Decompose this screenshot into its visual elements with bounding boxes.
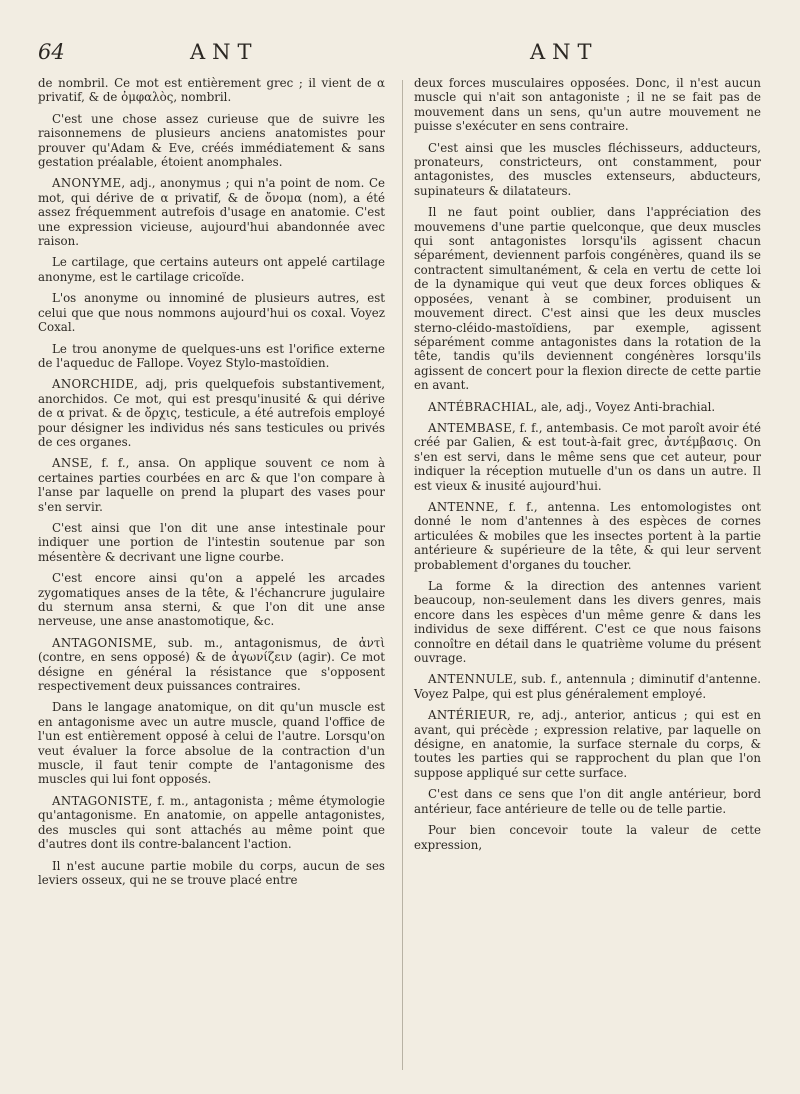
paragraph: Le trou anonyme de quelques-uns est l'orifice externe de l'aqueduc de Fallope. Voyez Stylo-mastoïdien. (38, 341, 385, 370)
left-column (38, 76, 385, 894)
paragraph: Le cartilage, que certains auteurs ont appelé cartilage anonyme, est le cartilage cricoïde. (38, 255, 385, 284)
definition: , f. m., antagonista ; même étymologie qu'antagonisme. En anatomie, on appelle antagonistes, des muscles qui sont attachés au même point que d'autres dont ils contre-balancent l'action. (38, 793, 385, 852)
paragraph: C'est ainsi que les muscles fléchisseurs, adducteurs, pronateurs, constricteurs, ont constamment, pour antagonistes, des muscles extenseurs, abducteurs, supinateurs & dilatateurs. (414, 140, 761, 198)
column-divider (402, 80, 403, 1070)
headword: ANTÉRIEUR (428, 708, 507, 723)
paragraph: de nombril. Ce mot est entièrement grec ; il vient de α privatif, & de ὀμφαλὸς, nombril. (38, 76, 385, 105)
entry-antenne (414, 500, 761, 572)
definition: , f. f., antenna. Les entomologistes ont donné le nom d'antennes à des espèces de cornes articulées & mobiles que les insectes portent à la partie antérieure & supérieure de la tête, & qui leur servent probablement d'organes du toucher. (414, 499, 761, 572)
headword: ANSE (52, 456, 89, 471)
headword: ANTAGONISTE (52, 793, 149, 808)
definition: , f. f., antembasis. Ce mot paroît avoir été créé par Galien, & est tout-à-fait grec, ἀντέμβασις. On s'en est servi, dans le même sens que cet auteur, pour indiquer la réception mutuelle d'un os dans un autre. Il est vieux & inusité aujourd'hui. (414, 420, 761, 493)
paragraph: deux forces musculaires opposées. Donc, il n'est aucun muscle qui n'ait son antagoniste ; il ne se fait pas de mouvement dans un sens, qu'un autre mouvement ne puisse s'exécuter en sens contraire. (414, 76, 761, 134)
paragraph: L'os anonyme ou innominé de plusieurs autres, est celui que que nous nommons aujourd'hui os coxal. Voyez Coxal. (38, 291, 385, 335)
page-header (0, 40, 800, 68)
definition: , re, adj., anterior, anticus ; qui est en avant, qui précède ; expression relative, par laquelle on désigne, en anatomie, la surface sternale du corps, & toutes les parties qui se rapprochent du plan que l'on suppose appliqué sur cette surface. (414, 708, 761, 780)
definition: , sub. m., antagonismus, de ἀντὶ (contre, en sens opposé) & de ἀγωνίζειν (agir). Ce mot désigne en général la résistance que s'opposent respectivement deux puissances contraires. (38, 635, 385, 694)
paragraph: C'est une chose assez curieuse que de suivre les raisonnemens de plusieurs anciens anatomistes pour prouver qu'Adam & Eve, créés immédiatement & sans gestation préalable, étoient anomphales. (38, 111, 385, 170)
entry-anterieur (414, 708, 761, 780)
running-head-right: ANT (530, 40, 599, 64)
headword: ANORCHIDE (52, 377, 135, 392)
definition: , sub. f., antennula ; diminutif d'antenne. Voyez Palpe, qui est plus généralement employé. (414, 672, 761, 701)
headword: ANTAGONISME (52, 635, 153, 650)
right-column (414, 76, 761, 859)
entry-anonyme (38, 176, 385, 248)
entry-anse (38, 456, 385, 514)
headword: ANONYME (52, 176, 122, 191)
paragraph: La forme & la direction des antennes varient beaucoup, non-seulement dans les divers genres, mais encore dans les espèces d'un même genre & dans les individus de sexe différent. C'est ce que nous faisons connoître en détail dans le quatrième volume du présent ouvrage. (414, 579, 761, 666)
headword: ANTÉBRACHIAL (428, 399, 534, 414)
running-head-left: ANT (190, 40, 259, 64)
entry-antebrachial (414, 400, 761, 414)
paragraph: C'est ainsi que l'on dit une anse intestinale pour indiquer une portion de l'intestin soutenue par son mésentère & decrivant une ligne courbe. (38, 520, 385, 564)
definition: , f. f., ansa. On applique souvent ce nom à certaines parties courbées en arc & que l'on compare à l'anse par laquelle on prend la plupart des vases pour s'en servir. (38, 456, 385, 514)
headword: ANTEMBASE (428, 420, 512, 435)
paragraph: Il n'est aucune partie mobile du corps, aucun de ses leviers osseux, qui ne se trouve placé entre (38, 858, 385, 887)
headword: ANTENNULE (428, 672, 514, 687)
paragraph: Pour bien concevoir toute la valeur de cette expression, (414, 823, 761, 852)
definition: , adj, pris quelquefois substantivement, anorchidos. Ce mot, qui est presqu'inusité & qui dérive de α privat. & de ὄρχις, testicule, a été autrefois employé pour désigner les individus nés sans testicules ou privés de ces organes. (38, 377, 385, 449)
definition: , ale, adj., Voyez Anti-brachial. (533, 399, 716, 414)
paragraph: C'est encore ainsi qu'on a appelé les arcades zygomatiques anses de la tête, & l'échancrure jugulaire du sternum ansa sterni, & que l'on dit une anse nerveuse, une anse anastomotique, &c. (38, 571, 385, 629)
entry-antembase (414, 421, 761, 493)
headword: ANTENNE (428, 499, 495, 514)
paragraph: Il ne faut point oublier, dans l'appréciation des mouvemens d'une partie quelconque, que deux muscles qui sont antagonistes lorsqu'ils agissent chacun séparément, deviennent parfois congénères, quand ils se contractent simultanément, & cela en vertu de cette loi de la dynamique qui veut que deux forces obliques & opposées, venant à se combiner, produisent un mouvement direct. C'est ainsi que les deux muscles sterno-cléido-mastoïdiens, par exemple, agissent séparément comme antagonistes dans la rotation de la tête, tandis qu'ils deviennent congénères lorsqu'ils agissent de concert pour la flexion directe de cette partie en avant. (414, 205, 761, 393)
page-number: 64 (38, 40, 65, 64)
paragraph: Dans le langage anatomique, on dit qu'un muscle est en antagonisme avec un autre muscle, quand l'office de l'un est entièrement opposé à celui de l'autre. Lorsqu'on veut évaluer la force absolue de la contraction d'un muscle, il faut tenir compte de l'antagonisme des muscles qui lui font opposés. (38, 700, 385, 787)
entry-anorchide (38, 377, 385, 449)
entry-antennule (414, 672, 761, 701)
entry-antagonisme (38, 636, 385, 694)
paragraph: C'est dans ce sens que l'on dit angle antérieur, bord antérieur, face antérieure de telle ou de telle partie. (414, 787, 761, 816)
definition: , adj., anonymus ; qui n'a point de nom. Ce mot, qui dérive de α privatif, & de ὄνομα (nom), a été assez fréquemment autrefois d'usage en anatomie. C'est une expression vicieuse, aujourd'hui abandonnée avec raison. (38, 176, 385, 249)
entry-antagoniste (38, 794, 385, 852)
